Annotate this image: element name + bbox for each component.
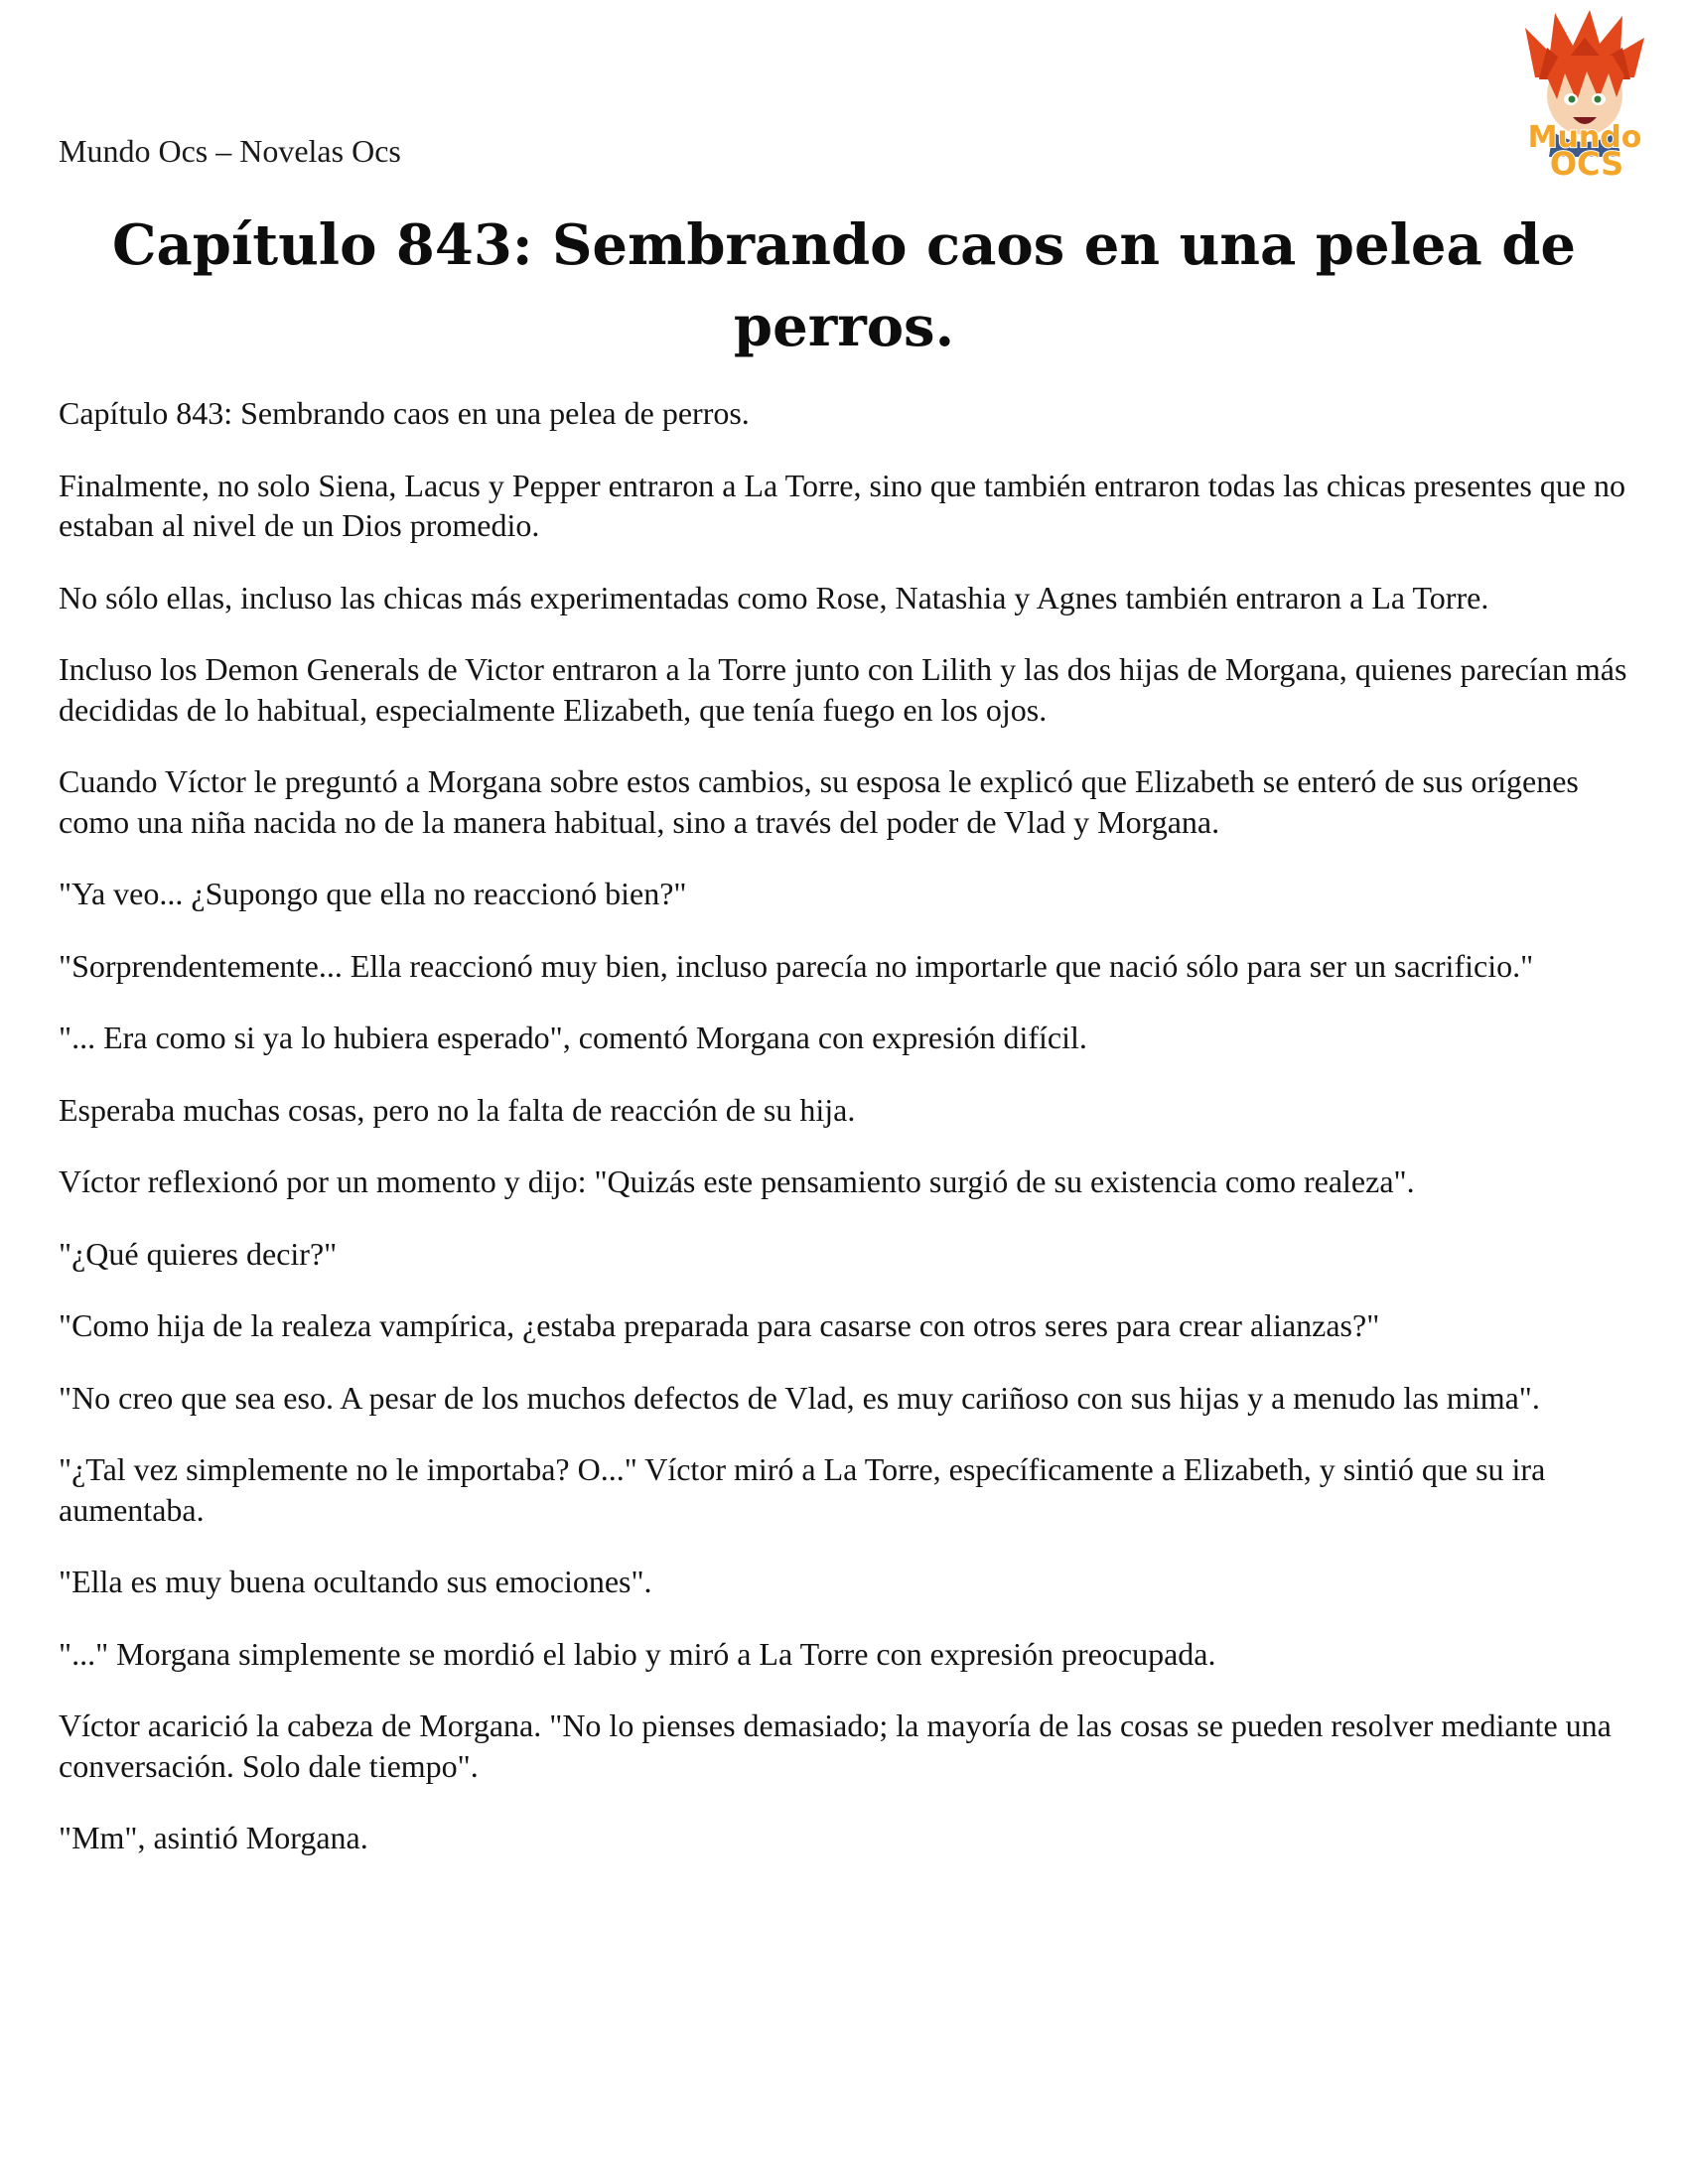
paragraph: "Ya veo... ¿Supongo que ella no reaccionó bien?" — [59, 876, 687, 911]
paragraph: No sólo ellas, incluso las chicas más experimentadas como Rose, Natashia y Agnes también entraron a La Torre. — [59, 579, 1489, 615]
paragraph: Incluso los Demon Generals de Victor entraron a la Torre junto con Lilith y las dos hijas de Morgana, quienes parecían más decididas de lo habitual, especialmente Elizabeth, que tenía fuego en los ojos. — [59, 651, 1627, 728]
chapter-title: Capítulo 843: Sembrando caos en una pelea de perros. — [111, 212, 1577, 359]
paragraph: Cuando Víctor le preguntó a Morgana sobre estos cambios, su esposa le explicó que Elizabeth se enteró de sus orígenes como una niña nacida no de la manera habitual, sino a través del poder de Vlad y Morgana. — [59, 763, 1579, 840]
paragraph: "..." Morgana simplemente se mordió el labio y miró a La Torre con expresión preocupada. — [59, 1635, 1216, 1672]
svg-text:Mundo: Mundo — [1527, 120, 1642, 155]
paragraph: "No creo que sea eso. A pesar de los muchos defectos de Vlad, es muy cariñoso con sus hijas y a menudo las mima". — [59, 1379, 1540, 1416]
paragraph: Víctor acarició la cabeza de Morgana. "No lo pienses demasiado; la mayoría de las cosas se pueden resolver mediante una conversación. Solo dale tiempo". — [59, 1707, 1612, 1784]
mundo-ocs-logo-icon — [1495, 8, 1674, 182]
paragraph: Víctor reflexionó por un momento y dijo: "Quizás este pensamiento surgió de su existencia como realeza". — [59, 1163, 1415, 1199]
paragraph: "Mm", asintió Morgana. — [59, 1820, 368, 1855]
paragraph: "... Era como si ya lo hubiera esperado", comentó Morgana con expresión difícil. — [59, 1020, 1087, 1055]
paragraph: Esperaba muchas cosas, pero no la falta de reacción de su hija. — [59, 1091, 856, 1128]
paragraph: "Como hija de la realeza vampírica, ¿estaba preparada para casarse con otros seres para crear alianzas?" — [59, 1307, 1380, 1343]
site-header-text: Mundo Ocs – Novelas Ocs — [59, 133, 401, 169]
paragraph: "¿Tal vez simplemente no le importaba? O..." Víctor miró a La Torre, específicamente a Elizabeth, y sintió que su ira aumentaba. — [59, 1451, 1546, 1528]
svg-text:OCS: OCS — [1549, 145, 1624, 182]
chapter-body — [59, 393, 1637, 1890]
paragraph: "¿Qué quieres decir?" — [59, 1235, 338, 1272]
paragraph: "Sorprendentemente... Ella reaccionó muy bien, incluso parecía no importarle que nació sólo para ser un sacrificio." — [59, 947, 1534, 984]
paragraph: "Ella es muy buena ocultando sus emociones". — [59, 1564, 652, 1599]
paragraph: Capítulo 843: Sembrando caos en una pelea de perros. — [59, 395, 750, 431]
paragraph: Finalmente, no solo Siena, Lacus y Pepper entraron a La Torre, sino que también entraron todas las chicas presentes que no estaban al nivel de un Dios promedio. — [59, 467, 1626, 543]
